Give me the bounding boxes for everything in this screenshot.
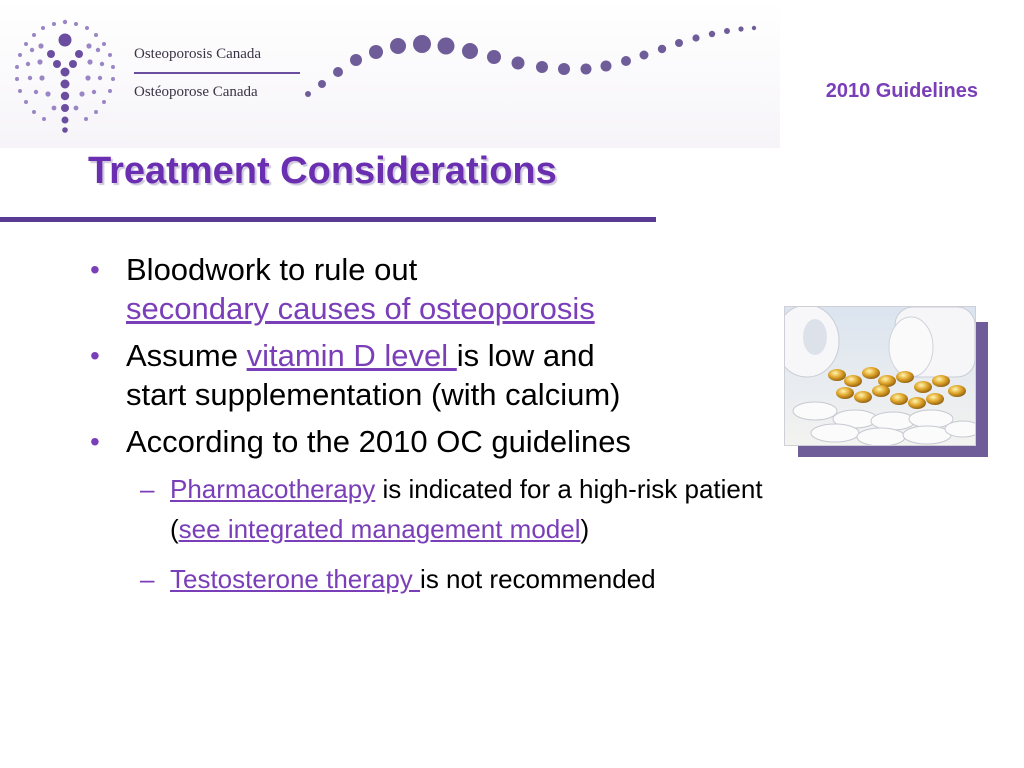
dash-icon: –: [140, 474, 155, 504]
org-name-english: Osteoporosis Canada: [134, 46, 262, 62]
decorative-dot-wave: [300, 14, 770, 114]
subbullet-testosterone: [88, 559, 988, 599]
bullet-text: According to the 2010 OC guidelines: [126, 424, 631, 459]
bullet-text: Bloodwork to rule out: [126, 252, 418, 287]
subbullet-text: is indicated for a high-risk patient: [375, 474, 763, 504]
logo-icon: [10, 18, 120, 133]
guidelines-tag: 2010 Guidelines: [825, 80, 978, 102]
pharmacotherapy-link[interactable]: Pharmacotherapy: [170, 474, 376, 504]
integrated-management-model-link[interactable]: see integrated management model: [178, 514, 581, 544]
secondary-causes-link[interactable]: secondary causes of osteoporosis: [126, 291, 595, 326]
pills-photo: [784, 306, 976, 446]
bullet-text-prefix: Assume: [126, 338, 247, 373]
paren-close: ): [580, 514, 590, 544]
bullet-icon: •: [90, 426, 100, 457]
slide-title: Treatment Considerations: [88, 150, 557, 192]
org-names: [134, 44, 304, 102]
title-underline: [0, 217, 656, 222]
org-name-divider: [134, 72, 300, 74]
paren-open: (: [170, 514, 179, 544]
vitamin-d-level-link[interactable]: vitamin D level: [246, 338, 457, 373]
subbullet-text: is not recommended: [420, 564, 656, 594]
bullet-icon: •: [90, 254, 100, 285]
bullet-text-suffix: is low and: [456, 338, 595, 373]
bullet-icon: •: [90, 340, 100, 371]
subbullet-pharmacotherapy: [88, 469, 988, 549]
dash-icon: –: [140, 564, 155, 594]
testosterone-therapy-link[interactable]: Testosterone therapy: [170, 564, 421, 594]
org-name-french: Ostéoporose Canada: [134, 84, 258, 100]
bullet-text-line2: start supplementation (with calcium): [126, 377, 621, 412]
